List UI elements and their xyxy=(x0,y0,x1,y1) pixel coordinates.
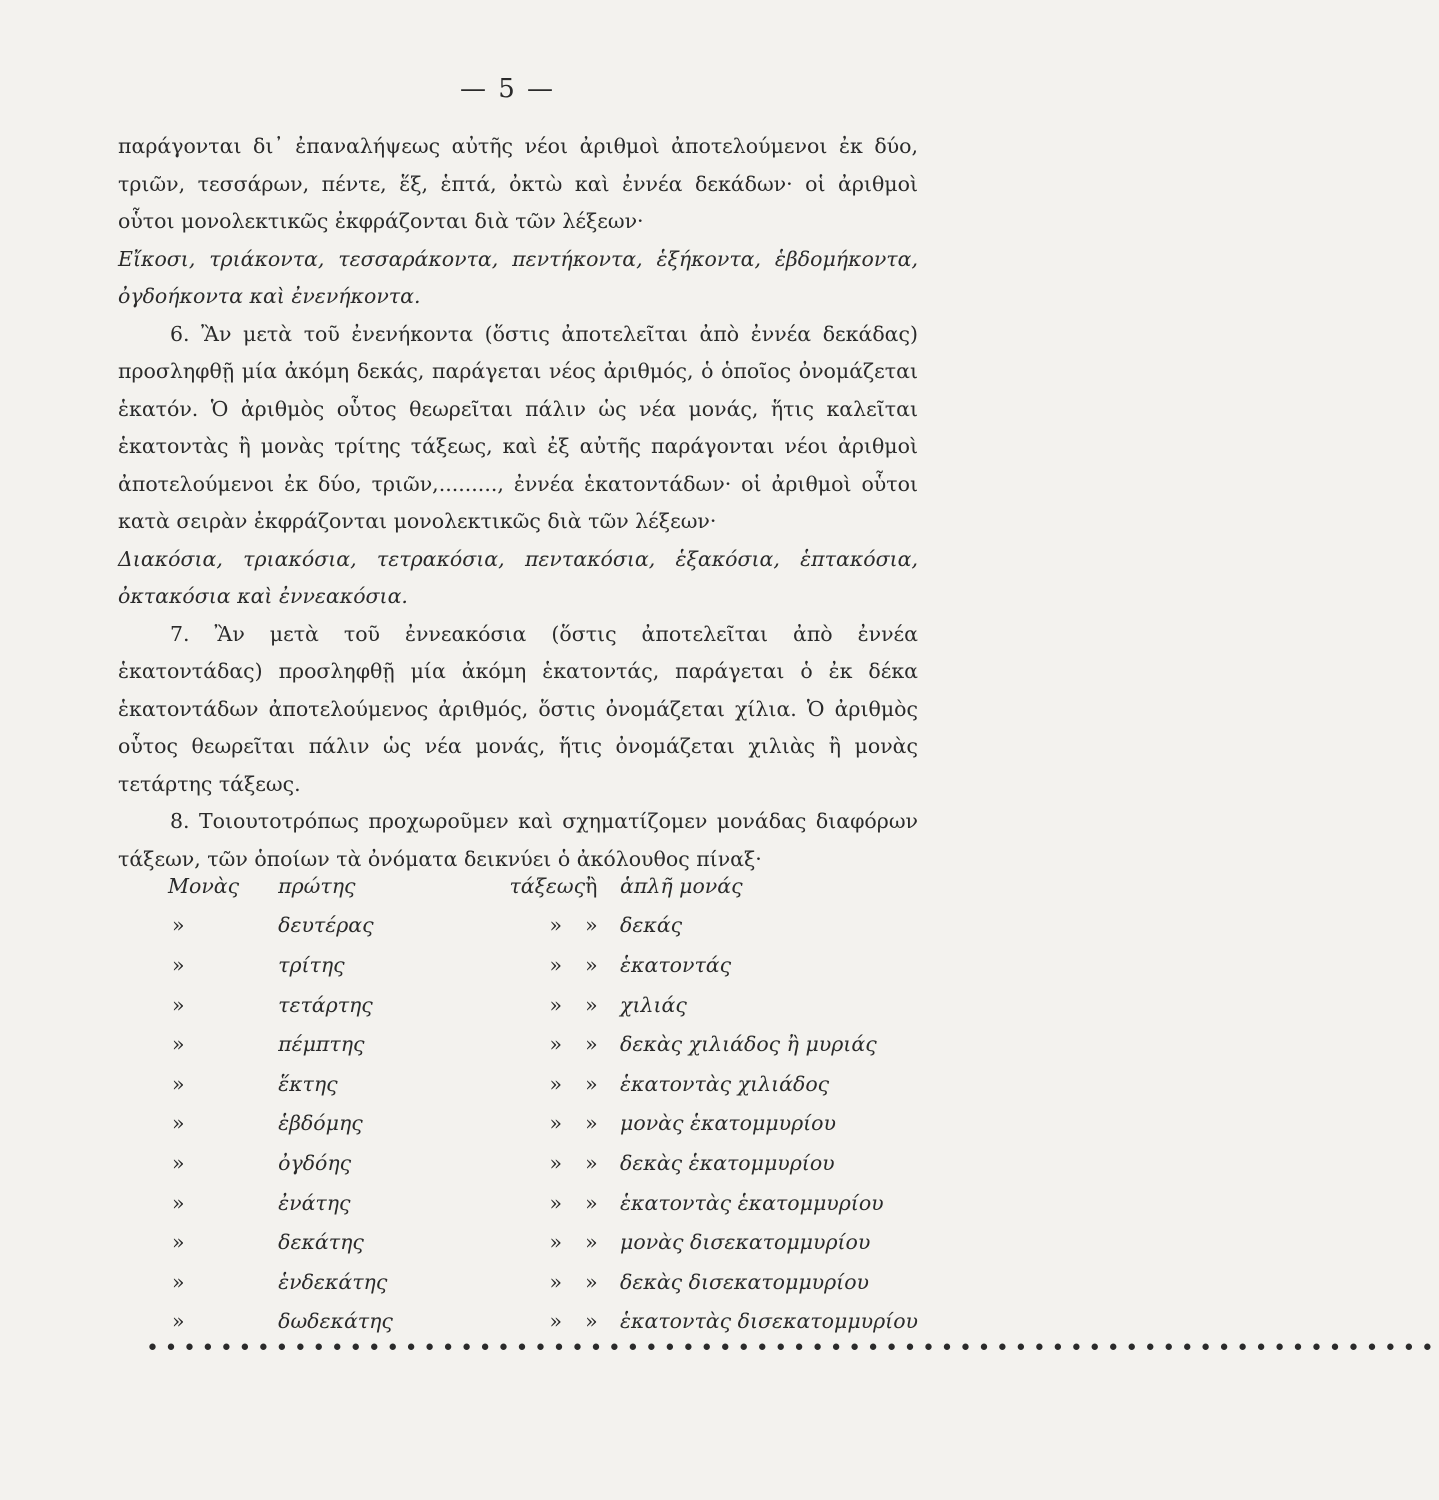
ditto-mark: » xyxy=(549,1309,562,1334)
ditto-mark: » xyxy=(172,992,185,1017)
ditto-mark: » xyxy=(549,1190,562,1215)
ordinal-cell: πέμπτης xyxy=(278,1032,365,1057)
ditto-mark: » xyxy=(172,952,185,977)
ditto-mark: » xyxy=(549,1032,562,1057)
ditto-mark: » xyxy=(585,1032,598,1057)
unit-name-cell: μονὰς δισεκατομμυρίου xyxy=(620,1230,871,1255)
table-row xyxy=(118,1262,918,1302)
ditto-mark: » xyxy=(549,1150,562,1175)
ditto-mark: » xyxy=(172,1309,185,1334)
ditto-mark: » xyxy=(585,992,598,1017)
ditto-mark: » xyxy=(172,1071,185,1096)
ditto-mark: » xyxy=(172,1150,185,1175)
ditto-mark: » xyxy=(172,1032,185,1057)
ditto-mark: » xyxy=(585,1190,598,1215)
unit-name-cell: χιλιάς xyxy=(620,992,687,1017)
ordinal-cell: δωδεκάτης xyxy=(278,1309,393,1334)
unit-name-cell: ἑκατοντὰς χιλιάδος xyxy=(620,1071,830,1096)
ditto-mark: » xyxy=(585,913,598,938)
ditto-mark: » xyxy=(172,1111,185,1136)
paragraph-continuation: παράγονται δι᾽ ἐπαναλήψεως αὐτῆς νέοι ἀριθμοὶ ἀποτελούμενοι ἐκ δύο, τριῶν, τεσσάρων, πέντε, ἕξ, ἑπτά, ὀκτὼ καὶ ἐννέα δεκάδων· οἱ ἀριθμοὶ οὗτοι μονολεκτικῶς ἐκφράζονται διὰ τῶν λέξεων· xyxy=(118,134,918,233)
table-row xyxy=(118,945,918,985)
paragraph-6: 6. Ἂν μετὰ τοῦ ἐνενήκοντα (ὅστις ἀποτελεῖται ἀπὸ ἐννέα δεκάδας) προσληφθῇ μία ἀκόμη δεκάς, παράγεται νέος ἀριθμός, ὁ ὁποῖος ὀνομάζεται ἑκατόν. Ὁ ἀριθμὸς οὗτος θεωρεῖται πάλιν ὡς νέα μονάς, ἥτις καλεῖται ἑκατοντὰς ἢ μονὰς τρίτης τάξεως, καὶ ἐξ αὐτῆς παράγονται νέοι ἀριθμοὶ ἀποτελούμενοι ἐκ δύο, τριῶν,........., ἐννέα ἑκατοντάδων· οἱ ἀριθμοὶ οὗτοι κατὰ σειρὰν ἐκφράζονται μονολεκτικῶς διὰ τῶν λέξεων· xyxy=(118,321,918,533)
unit-name-cell: ἑκατοντὰς δισεκατομμυρίου xyxy=(620,1309,918,1334)
ditto-mark: » xyxy=(172,1230,185,1255)
unit-name-cell: ἑκατοντὰς ἑκατομμυρίου xyxy=(620,1190,884,1215)
units-order-table xyxy=(118,866,918,1341)
ditto-mark: » xyxy=(549,992,562,1017)
ordinal-cell: ἐνάτης xyxy=(278,1190,351,1215)
ditto-mark: » xyxy=(549,1230,562,1255)
table-row xyxy=(118,985,918,1025)
unit-name-cell: δεκὰς χιλιάδος ἢ μυριάς xyxy=(620,1032,877,1057)
table-row xyxy=(118,906,918,946)
continuation-dots: •••••••••••••••••••••••••••••••••••••••••••••••••••••••••••••••••••••• xyxy=(146,1336,1439,1361)
ditto-mark: » xyxy=(585,1269,598,1294)
ordinal-cell: ἕκτης xyxy=(278,1071,338,1096)
ditto-mark: » xyxy=(585,952,598,977)
unit-name-cell: δεκὰς δισεκατομμυρίου xyxy=(620,1269,870,1294)
header-unit: Μονὰς xyxy=(168,873,240,898)
table-row xyxy=(118,1024,918,1064)
ditto-mark: » xyxy=(172,1190,185,1215)
hundreds-list: Διακόσια, τριακόσια, τετρακόσια, πεντακόσια, ἑξακόσια, ἑπτακόσια, ὀκτακόσια καὶ ἐννεακόσια. xyxy=(118,546,918,608)
unit-name-cell: μονὰς ἑκατομμυρίου xyxy=(620,1111,836,1136)
header-or: ἢ xyxy=(585,873,598,898)
table-row xyxy=(118,1064,918,1104)
tens-list: Εἴκοσι, τριάκοντα, τεσσαράκοντα, πεντήκοντα, ἑξήκοντα, ἑβδομήκοντα, ὀγδοήκοντα καὶ ἐνενήκοντα. xyxy=(118,246,918,308)
ditto-mark: » xyxy=(172,1269,185,1294)
table-row xyxy=(118,1183,918,1223)
ditto-mark: » xyxy=(549,1071,562,1096)
table-header-row xyxy=(118,866,918,906)
ditto-mark: » xyxy=(549,952,562,977)
table-row xyxy=(118,1143,918,1183)
unit-name-cell: δεκάς xyxy=(620,913,683,938)
page-number: — 5 — xyxy=(459,74,556,104)
table-row xyxy=(118,1222,918,1262)
ditto-mark: » xyxy=(585,1309,598,1334)
ditto-mark: » xyxy=(585,1111,598,1136)
ditto-mark: » xyxy=(585,1150,598,1175)
ditto-mark: » xyxy=(585,1071,598,1096)
header-order: τάξεως xyxy=(509,873,586,898)
unit-name-cell: δεκὰς ἑκατομμυρίου xyxy=(620,1150,835,1175)
ditto-mark: » xyxy=(549,1269,562,1294)
ditto-mark: » xyxy=(585,1230,598,1255)
ordinal-cell: δευτέρας xyxy=(278,913,374,938)
ditto-mark: » xyxy=(549,913,562,938)
ditto-mark: » xyxy=(549,1111,562,1136)
header-ordinal: πρώτης xyxy=(278,873,356,898)
ditto-mark: » xyxy=(172,913,185,938)
ordinal-cell: ὀγδόης xyxy=(278,1150,352,1175)
ordinal-cell: ἑνδεκάτης xyxy=(278,1269,388,1294)
table-row xyxy=(118,1104,918,1144)
ordinal-cell: τρίτης xyxy=(278,952,345,977)
ordinal-cell: ἑβδόμης xyxy=(278,1111,363,1136)
ordinal-cell: δεκάτης xyxy=(278,1230,364,1255)
header-name: ἁπλῆ μονάς xyxy=(620,873,743,898)
main-text xyxy=(118,128,918,878)
ordinal-cell: τετάρτης xyxy=(278,992,373,1017)
unit-name-cell: ἑκατοντάς xyxy=(620,952,732,977)
paragraph-8: 8. Τοιουτοτρόπως προχωροῦμεν καὶ σχηματίζομεν μονάδας διαφόρων τάξεων, τῶν ὁποίων τὰ ὀνόματα δεικνύει ὁ ἀκόλουθος πίναξ· xyxy=(118,809,918,871)
paragraph-7: 7. Ἂν μετὰ τοῦ ἐννεακόσια (ὅστις ἀποτελεῖται ἀπὸ ἐννέα ἑκατοντάδας) προσληφθῇ μία ἀκόμη ἑκατοντάς, παράγεται ὁ ἐκ δέκα ἑκατοντάδων ἀποτελούμενος ἀριθμός, ὅστις ὀνομάζεται χίλια. Ὁ ἀριθμὸς οὗτος θεωρεῖται πάλιν ὡς νέα μονάς, ἥτις ὀνομάζεται χιλιὰς ἢ μονὰς τετάρτης τάξεως. xyxy=(118,621,918,796)
